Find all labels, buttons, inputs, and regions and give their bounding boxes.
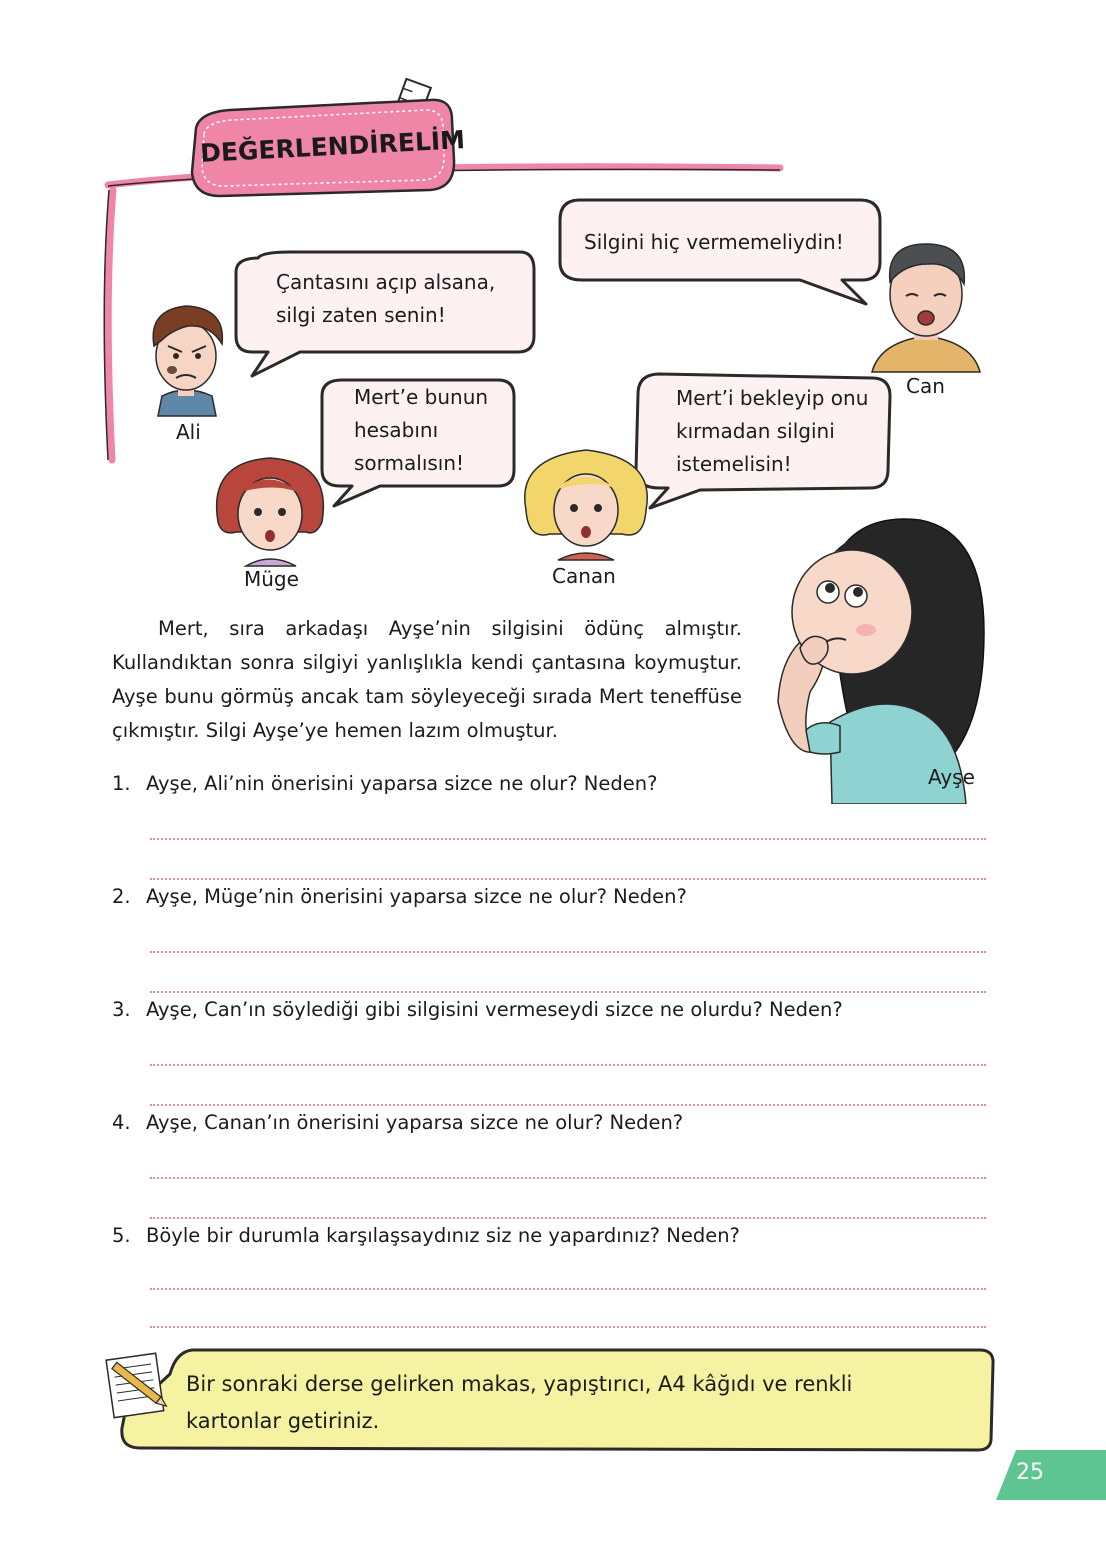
answer-line[interactable] [150, 878, 986, 880]
can-name: Can [906, 374, 945, 398]
page-number: 25 [1016, 1460, 1044, 1485]
page-number-tab [990, 1446, 1106, 1502]
question-text: Ayşe, Ali’nin önerisini yaparsa sizce ne olur? Neden? [146, 772, 658, 795]
canan-name: Canan [552, 564, 616, 588]
canan-character [518, 444, 654, 562]
ayse-character [770, 512, 990, 804]
muge-character [208, 452, 332, 568]
question-3 [112, 998, 843, 1021]
question-1 [112, 772, 657, 795]
can-speech-text: Silgini hiç vermemeliydin! [584, 230, 844, 254]
answer-line[interactable] [150, 1177, 986, 1179]
question-number: 2. [112, 885, 131, 908]
can-character [866, 238, 986, 374]
ali-name: Ali [176, 420, 201, 444]
question-5 [112, 1224, 740, 1247]
note-text: Bir sonraki derse gelirken makas, yapıştırıcı, A4 kâğıdı ve renkli kartonlar getiriniz. [186, 1372, 853, 1433]
section-title: DEĞERLENDİRELİM [199, 125, 466, 168]
notebook-pencil-icon [100, 1348, 176, 1422]
question-number: 4. [112, 1111, 131, 1134]
question-number: 5. [112, 1224, 131, 1247]
answer-line[interactable] [150, 991, 986, 993]
answer-line[interactable] [150, 1104, 986, 1106]
question-text: Ayşe, Canan’ın önerisini yaparsa sizce ne olur? Neden? [146, 1111, 684, 1134]
story-text: Mert, sıra arkadaşı Ayşe’nin silgisini ödünç almıştır. Kullandıktan sonra silgiyi yanlışlıkla kendi çantasına koymuştur. Ayşe bunu görmüş ancak tam söyleyeceği sırada Mert teneffüse çıkmıştır. Silgi Ayşe’ye hemen lazım olmuştur. [112, 617, 742, 742]
answer-line[interactable] [150, 1288, 986, 1290]
question-text: Ayşe, Müge’nin önerisini yaparsa sizce ne olur? Neden? [146, 885, 687, 908]
answer-line[interactable] [150, 1064, 986, 1066]
answer-line[interactable] [150, 951, 986, 953]
question-number: 3. [112, 998, 131, 1021]
answer-line[interactable] [150, 1326, 986, 1328]
question-text: Böyle bir durumla karşılaşsaydınız siz ne yapardınız? Neden? [146, 1224, 740, 1247]
ali-speech-text: Çantasını açıp alsana, silgi zaten senin! [276, 270, 496, 327]
ayse-name: Ayşe [928, 765, 975, 789]
question-number: 1. [112, 772, 131, 795]
ali-character [138, 300, 234, 418]
canan-speech-text: Mert’i bekleyip onu kırmadan silgini istemelisin! [676, 386, 869, 476]
story-paragraph [112, 612, 742, 748]
answer-line[interactable] [150, 1217, 986, 1219]
muge-speech-text: Mert’e bunun hesabını sormalısın! [354, 385, 489, 475]
answer-line[interactable] [150, 838, 986, 840]
question-2 [112, 885, 687, 908]
question-text: Ayşe, Can’ın söylediği gibi silgisini vermeseydi sizce ne olurdu? Neden? [146, 998, 843, 1021]
question-4 [112, 1111, 683, 1134]
muge-name: Müge [244, 567, 299, 591]
